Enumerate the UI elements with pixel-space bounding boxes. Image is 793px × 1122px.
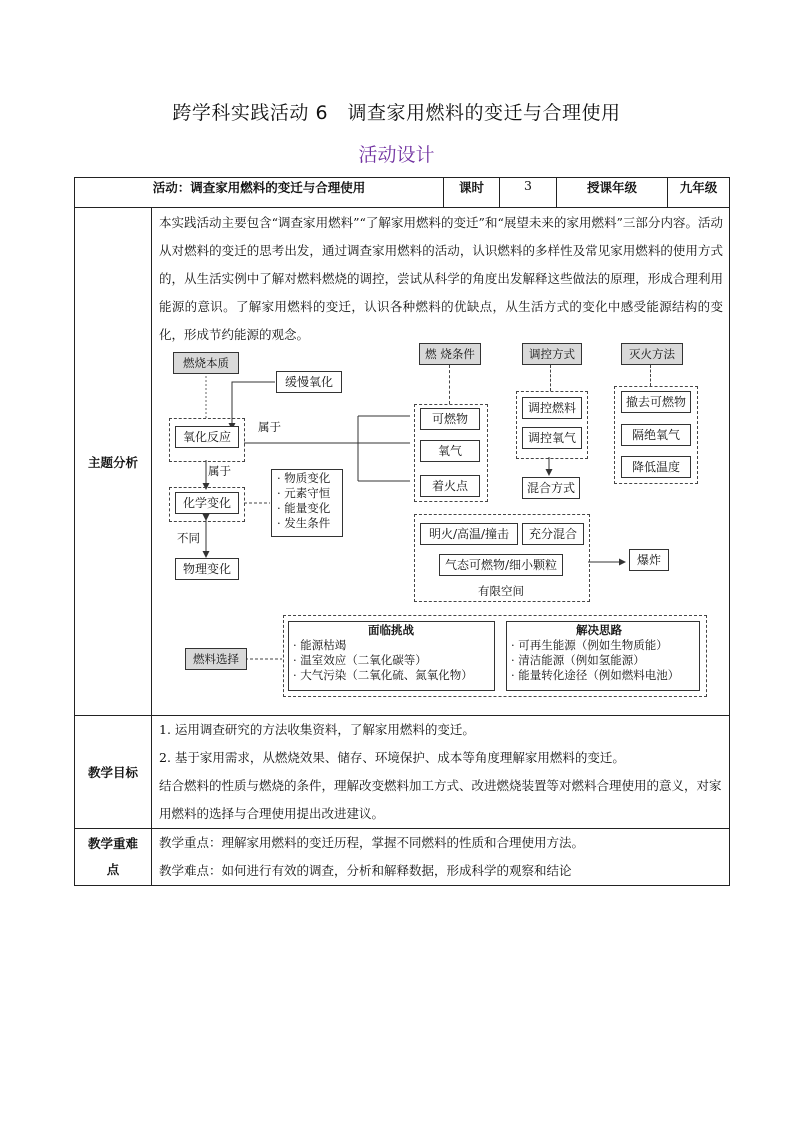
control-title: 调控方式: [522, 343, 582, 365]
condition-oxygen: 氧气: [420, 440, 480, 462]
extinguish-connector: [650, 365, 651, 386]
chem-point: · 发生条件: [277, 516, 331, 530]
topic-paragraph: 本实践活动主要包含“调查家用燃料”“了解家用燃料的变迁”和“展望未来的家用燃料”三部分内容。活动从对燃料的变迁的思考出发，通过调查家用燃料的活动，认识燃料的多样性及常见家用燃料的使用方式的，从生活实例中了解对燃料燃烧的调控，尝试从科学的角度出发解释这些做法的原理，形成合理利用能源的意识。了解家用燃料的变迁，认识各种燃料的优缺点，从生活方式的变化中感受能源结构的变化，形成节约能源的观念。: [159, 215, 724, 342]
teaching-focus: 教学重点：理解家用燃料的变迁历程，掌握不同燃料的性质和合理使用方法。: [159, 835, 585, 850]
activity-table: [74, 177, 730, 886]
oxidation-box: 氧化反应: [175, 426, 239, 448]
solutions-title: 解决思路: [576, 623, 622, 637]
limited-space-label: 有限空间: [478, 584, 524, 598]
activity-name-cell: 活动：调查家用燃料的变迁与合理使用: [75, 178, 444, 208]
challenges-title: 面临挑战: [368, 623, 414, 637]
grade-value: 九年级: [668, 178, 730, 208]
control-connector: [550, 365, 551, 391]
chem-point: · 物质变化: [277, 471, 331, 485]
conditions-connector: [449, 365, 450, 404]
solution-item: · 可再生能源（例如生物质能）: [511, 638, 668, 652]
period-label: 课时: [444, 178, 500, 208]
extinguish-remove-fuel: 撤去可燃物: [621, 391, 691, 413]
topic-label: 主题分析: [75, 208, 152, 716]
goal-line: 1. 运用调查研究的方法收集资料，了解家用燃料的变迁。: [159, 722, 475, 737]
goal-line: 2. 基于家用需求，从燃烧效果、储存、环境保护、成本等角度理解家用燃料的变迁。: [159, 750, 625, 765]
period-value: 3: [500, 178, 557, 208]
control-oxygen: 调控氧气: [522, 427, 582, 449]
chemical-change-box: 化学变化: [175, 492, 239, 514]
different-label: 不同: [177, 531, 200, 545]
challenge-item: · 能源枯竭: [293, 638, 347, 652]
page-subtitle: 活动设计: [358, 144, 435, 166]
explosion-box: 爆炸: [629, 549, 669, 571]
solutions-list: [511, 638, 679, 683]
conditions-title: 燃 烧条件: [419, 343, 481, 365]
mix-method-box: 混合方式: [522, 477, 580, 499]
condition-ignition-point: 着火点: [420, 475, 480, 497]
ignition-source-box: 明火/高温/撞击: [420, 523, 518, 545]
extinguish-isolate-oxygen: 隔绝氧气: [621, 424, 691, 446]
full-mix-box: 充分混合: [522, 523, 584, 545]
condition-fuel: 可燃物: [420, 408, 480, 430]
slow-oxidation-box: 缓慢氧化: [276, 371, 342, 393]
grade-label: 授课年级: [557, 178, 668, 208]
concept-diagram: [152, 349, 728, 699]
physical-change-box: 物理变化: [175, 558, 239, 580]
extinguish-lower-temp: 降低温度: [621, 456, 691, 478]
teaching-difficulty: 教学难点：如何进行有效的调查，分析和解释数据，形成科学的观察和结论: [159, 863, 572, 878]
belongs-to-label-2: 属于: [208, 464, 231, 478]
keypoints-label: 教学重难点: [75, 829, 152, 886]
chem-point: · 元素守恒: [277, 486, 331, 500]
chem-point: · 能量变化: [277, 501, 331, 515]
chem-points-list: [277, 471, 330, 531]
page-title: 跨学科实践活动 6 调查家用燃料的变迁与合理使用: [172, 102, 621, 124]
fuel-choice-box: 燃料选择: [185, 648, 247, 670]
gas-fuel-box: 气态可燃物/细小颗粒: [439, 554, 563, 576]
solution-item: · 清洁能源（例如氢能源）: [511, 653, 645, 667]
challenge-item: · 温室效应（二氧化碳等）: [293, 653, 427, 667]
challenge-item: · 大气污染（二氧化硫、氮氧化物）: [293, 668, 473, 682]
goal-line: 结合燃料的性质与燃烧的条件，理解改变燃料加工方式、改进燃烧装置等对燃料合理使用的意义，对家用燃料的选择与合理使用提出改进建议。: [159, 778, 722, 821]
control-fuel: 调控燃料: [522, 397, 582, 419]
belongs-to-label-1: 属于: [258, 420, 281, 434]
combustion-essence-box: 燃烧本质: [173, 352, 239, 374]
extinguish-title: 灭火方法: [621, 343, 683, 365]
challenges-list: [293, 638, 473, 683]
solution-item: · 能量转化途径（例如燃料电池）: [511, 668, 680, 682]
goals-label: 教学目标: [75, 716, 152, 829]
